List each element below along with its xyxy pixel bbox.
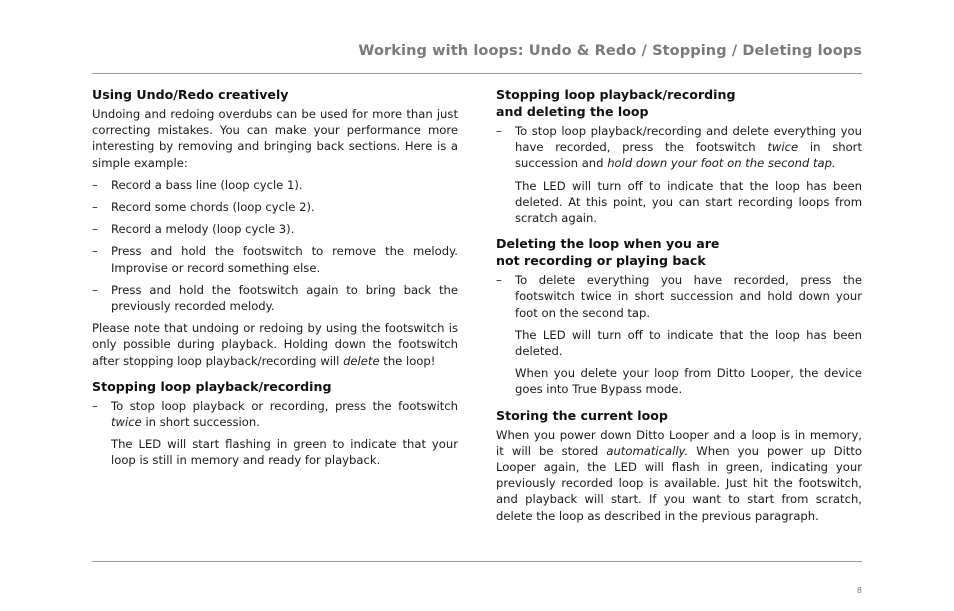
heading-line-2: not recording or playing back [496, 253, 706, 269]
deleting-follow-text-1: The LED will turn off to indicate that the loop has been deleted. [515, 327, 862, 359]
footer-divider [92, 561, 862, 562]
heading-line-2: and deleting the loop [496, 104, 649, 119]
page-number: 8 [856, 586, 862, 595]
deleting-list [496, 272, 862, 321]
stop-delete-follow-text: The LED will turn off to indicate that the loop has been deleted. At this point, you can start recording loops from scratch again. [515, 178, 862, 226]
stop-delete-emphasis-2: hold down your foot on the second tap. [607, 156, 836, 171]
storing-text-start: When you power down Ditto Looper and a loop is in memory, it will be stored [496, 427, 862, 458]
list-item: – Record a melody (loop cycle 3). [92, 221, 458, 237]
right-column [496, 86, 862, 524]
note-text-start: Please note that undoing or redoing by using the footswitch is only possible during playback. Holding down the footswitch after stopping loop playback/recording will [92, 321, 458, 368]
undo-redo-heading: Using Undo/Redo creatively [92, 87, 289, 102]
list-item [496, 123, 862, 172]
storing-emphasis: automatically. [606, 443, 689, 458]
list-item: – To delete everything you have recorded, press the footswitch twice in short succession and hold down your foot on the second tap. [496, 272, 862, 321]
header-divider [92, 73, 862, 74]
heading-line-1: Deleting the loop when you are [496, 236, 720, 252]
note-text-end: the loop! [379, 353, 436, 368]
stop-delete-text-mid: in short succession and [515, 140, 862, 171]
list-item: – Record a bass line (loop cycle 1). [92, 177, 458, 193]
stopping-list [92, 398, 458, 430]
undo-redo-note [92, 320, 458, 369]
deleting-heading [496, 235, 862, 269]
storing-text [496, 427, 862, 524]
storing-text-end: When you power up Ditto Looper again, the LED will flash in green, indicating your previously recorded loop is available. Just hit the footswitch, and playback will start. If you want to start from scratch, delete the loop as described in the previous paragraph. [496, 443, 862, 523]
stopping-text-end: in short succession. [141, 415, 260, 430]
stop-delete-text-start: To stop loop playback/recording and delete everything you have recorded, press the footswitch [515, 124, 862, 155]
heading-line-1: Stopping loop playback/recording [496, 87, 736, 102]
list-item: – Press and hold the footswitch to remove the melody. Improvise or record something else. [92, 243, 458, 275]
list-item: – Press and hold the footswitch again to bring back the previously recorded melody. [92, 282, 458, 314]
stop-delete-emphasis-1: twice [767, 140, 799, 155]
stopping-emphasis: twice [111, 415, 142, 430]
left-column [92, 86, 458, 469]
undo-redo-intro: Undoing and redoing overdubs can be used for more than just correcting mistakes. You can make your performance more interesting by removing and bringing back sections. Here is a simple example: [92, 107, 458, 170]
deleting-follow-text-2: When you delete your loop from Ditto Looper, the device goes into True Bypass mode. [515, 366, 862, 397]
stopping-follow-text: The LED will start flashing in green to indicate that your loop is still in memory and ready for playback. [111, 437, 458, 468]
stop-delete-heading [496, 86, 862, 120]
list-item: – Record some chords (loop cycle 2). [92, 199, 458, 215]
page-header-title: Working with loops: Undo & Redo / Stopping / Deleting loops [358, 43, 862, 59]
undo-redo-steps [92, 177, 458, 314]
stopping-text-start: To stop loop playback or recording, press the footswitch [111, 398, 458, 413]
stopping-heading: Stopping loop playback/recording [92, 378, 332, 394]
storing-heading: Storing the current loop [496, 407, 668, 423]
stop-delete-list [496, 123, 862, 172]
note-emphasis: delete [343, 353, 380, 368]
list-item [92, 398, 458, 430]
